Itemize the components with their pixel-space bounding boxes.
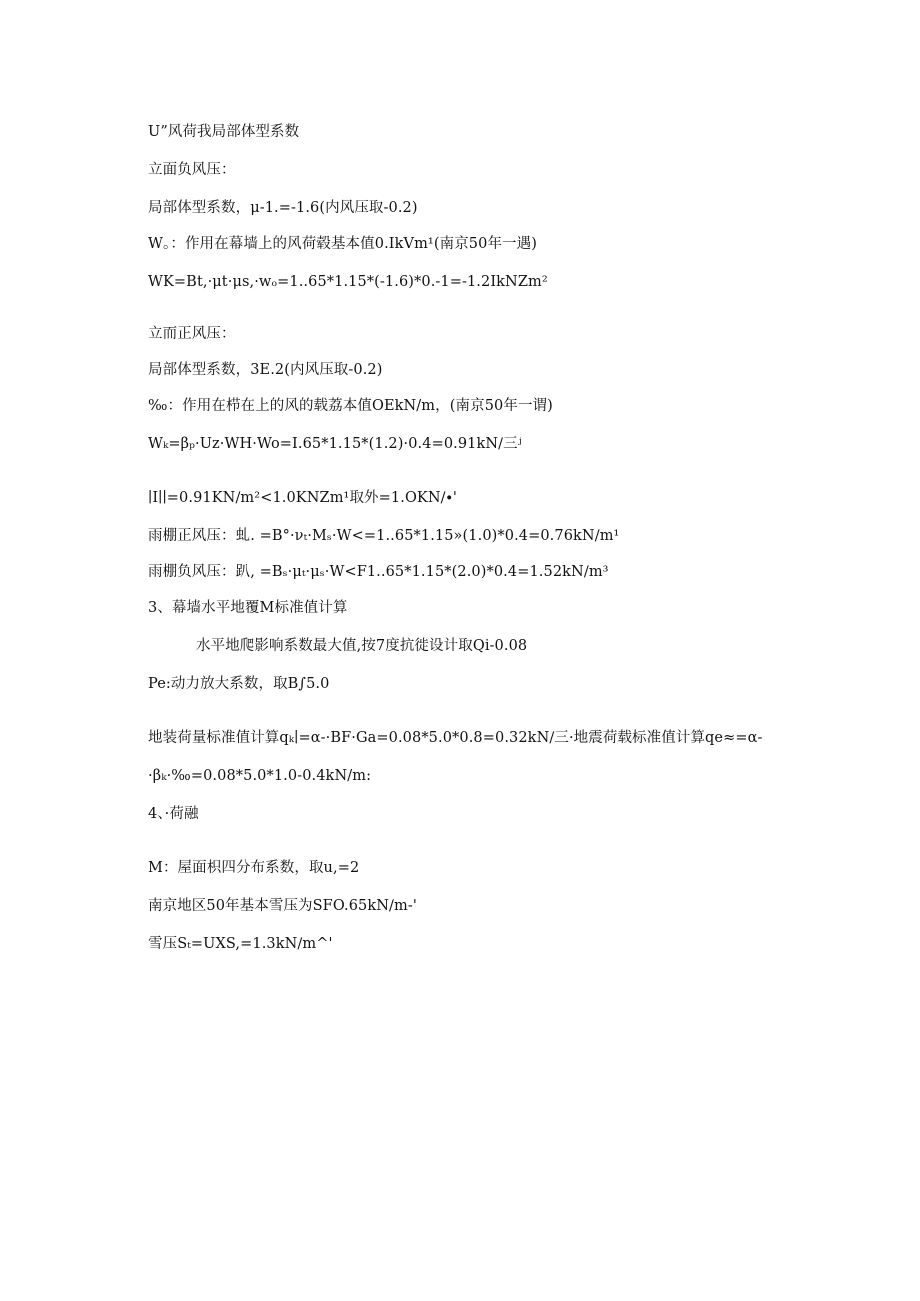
section-3-heading: 3、幕墙水平地覆M标准值计算 [148, 600, 348, 616]
seismic-load-formula-line: 地装荷量标准值计算qₖ∣=α-·BF·Ga=0.08*5.0*0.8=0.32kN∕三·地震荷载标准值计算qe≈=α- [148, 730, 763, 746]
canopy-positive-pressure-line: 雨棚正风压：虬. =B°·νₜ·Mₛ·W<=1..65*1.15»(1.0)*0.4=0.76kN∕m¹ [148, 528, 620, 544]
basic-wind-pressure-line: W。：作用在幕墙上的风荷毂基本值0.IkVm¹(南京50年一遇) [148, 236, 537, 252]
dynamic-amplification-line: Pe:动力放大系数，取B∫5.0 [148, 676, 330, 692]
wk-negative-formula: WK=Bt,·μt·μs,·wₒ=1..65*1.15*(-1.6)*0.-1=-1.2IkNZm² [148, 274, 548, 290]
wk-positive-formula: Wₖ=βₚ·Uz·WH·Wo=I.65*1.15*(1.2)·0.4=0.91kN∕三ʲ [148, 436, 522, 452]
snow-pressure-formula: 雪压Sₜ=UXS,=1.3kN∕m^' [148, 936, 333, 952]
roof-distribution-coefficient-line: M：屋面枳四分布系数，取u,=2 [148, 860, 360, 876]
heading-wind-load-shape-coefficient: U”风荷我局部体型系数 [148, 124, 300, 140]
section-4-heading: 4、·荷融 [148, 806, 199, 822]
basic-snow-pressure-line: 南京地区50年基本雪压为SFO.65kN∕m-' [148, 898, 417, 914]
shape-coefficient-positive-line: 局部体型系数，3E.2(内风压取-0.2) [148, 362, 383, 378]
wk-comparison-line: ∣I∣∣=0.91KN∕m²<1.0KNZm¹取外=1.OKN∕∙' [148, 490, 457, 506]
canopy-negative-pressure-line: 雨棚负风压：趴, =Bₛ·μₜ·μₛ·W<F1..65*1.15*(2.0)*0.4=1.52kN∕m³ [148, 564, 609, 580]
shape-coefficient-negative-line: 局部体型系数，μ-1.=-1.6(内风压取-0.2) [148, 200, 418, 216]
basic-wind-pressure-line-2: ‰：作用在栉在上的风的载荔本值OEkN/m，(南京50年一谓) [148, 398, 553, 414]
seismic-load-formula-continued: ·βₖ·‰=0.08*5.0*1.0-0.4kN/m: [148, 768, 372, 784]
facade-negative-pressure-heading: 立面负风压： [148, 162, 236, 178]
facade-positive-pressure-heading: 立而正风压： [148, 326, 236, 342]
seismic-coefficient-line: 水平地爬影响系数最大值,按7度抗徙设计取Qi-0.08 [196, 638, 528, 654]
